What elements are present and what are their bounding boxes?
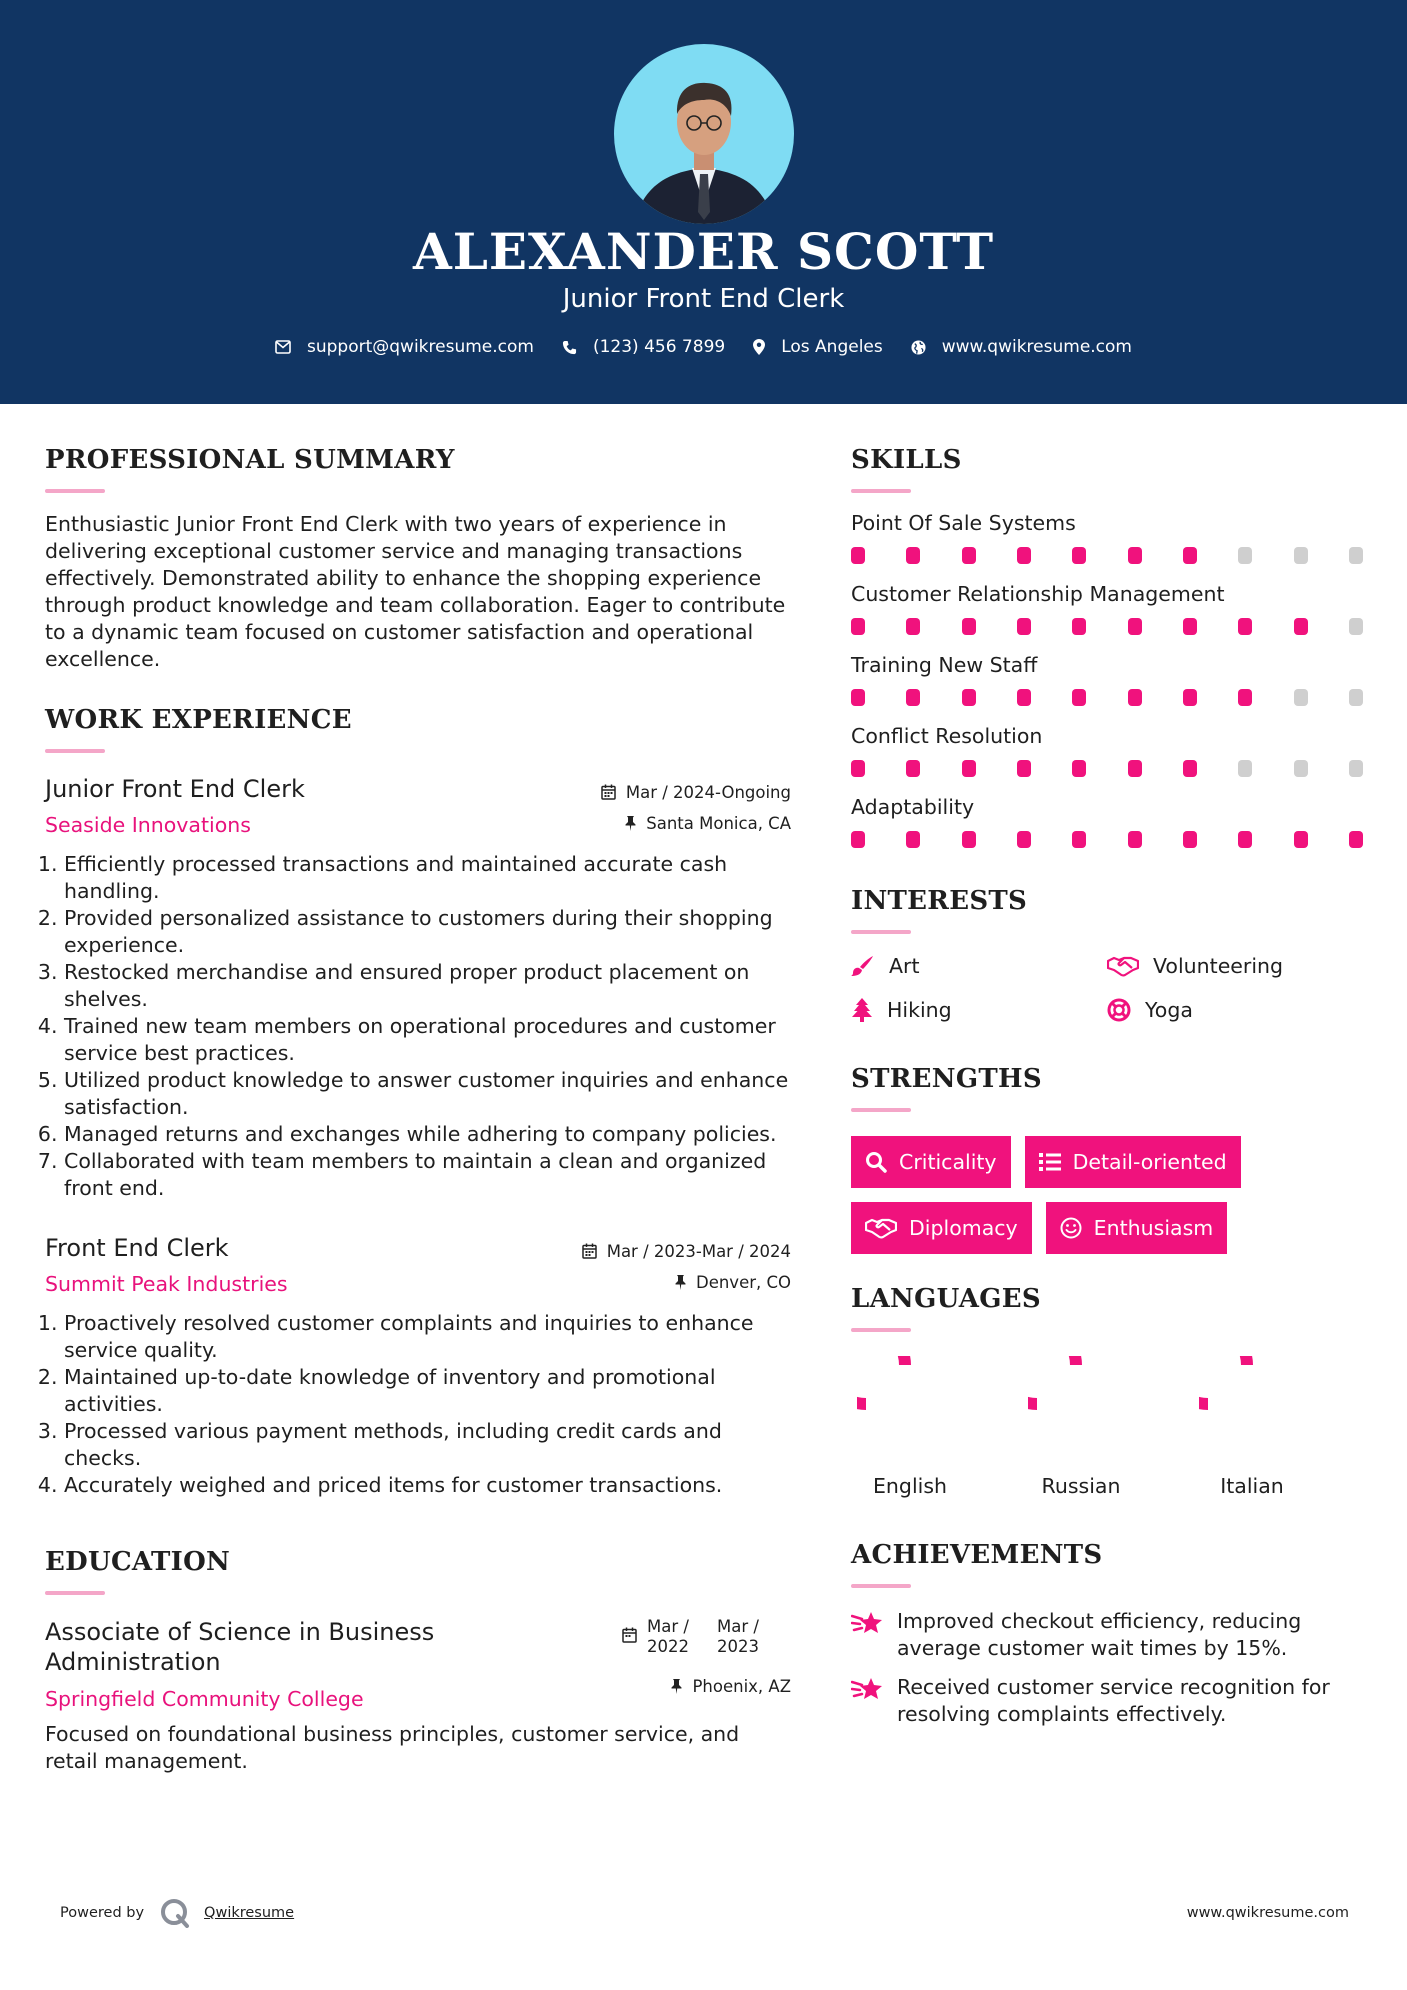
job-entry [45, 1234, 791, 1499]
profile-photo [614, 44, 794, 224]
list-item: 1. Efficiently processed transactions and maintained accurate cash handling. [64, 851, 791, 905]
rating-dot-filled [1128, 831, 1142, 848]
interest-label: Hiking [887, 998, 952, 1022]
interest-item [851, 998, 1107, 1022]
person-photo-icon [614, 44, 794, 224]
skills-section [851, 445, 1367, 848]
rating-dot-empty [1238, 547, 1252, 564]
language-gauge [1199, 1356, 1295, 1452]
rating-dot-filled [906, 689, 920, 706]
interest-label: Volunteering [1153, 954, 1284, 978]
language-level-arc [1199, 1356, 1247, 1404]
school-name: Springfield Community College [45, 1687, 364, 1711]
rating-dot-empty [1349, 760, 1363, 777]
education-location-text: Phoenix, AZ [692, 1676, 791, 1696]
job-dates-text: Mar / 2024-Ongoing [625, 782, 791, 802]
calendar-icon [582, 1243, 597, 1259]
skill-rating [851, 760, 1363, 777]
skill-name: Training New Staff [851, 653, 1038, 677]
skill-name: Conflict Resolution [851, 724, 1043, 748]
degree-line-1: Associate of Science in Business [45, 1618, 435, 1646]
list-item: 3. Processed various payment methods, including credit cards and checks. [64, 1418, 791, 1472]
interest-label: Art [889, 954, 920, 978]
interests-list [851, 954, 1367, 1022]
job-location [601, 810, 791, 836]
handshake-icon [1107, 955, 1139, 977]
education-start [647, 1617, 689, 1657]
skill-item [851, 724, 1367, 777]
skills-list [851, 511, 1367, 848]
rating-dot-filled [1017, 760, 1031, 777]
job-location [582, 1269, 791, 1295]
pushpin-icon [625, 816, 636, 831]
language-level-arc [857, 1356, 905, 1404]
strength-label: Enthusiasm [1093, 1216, 1214, 1240]
location-text: Los Angeles [781, 337, 883, 357]
rating-dot-filled [1017, 618, 1031, 635]
job-bullets [45, 1310, 791, 1499]
strength-chip [851, 1202, 1032, 1254]
paintbrush-icon [851, 955, 875, 977]
brand-link[interactable]: Qwikresume [204, 1905, 295, 1921]
map-pin-icon [753, 339, 765, 355]
rating-dot-filled [851, 547, 865, 564]
rating-dot-filled [962, 831, 976, 848]
smile-icon [1060, 1217, 1082, 1239]
strength-label: Criticality [899, 1150, 997, 1174]
rating-dot-filled [1238, 831, 1252, 848]
rating-dot-filled [1128, 618, 1142, 635]
interest-label: Yoga [1145, 998, 1193, 1022]
shooting-star-icon [851, 1610, 883, 1636]
skill-name: Customer Relationship Management [851, 582, 1225, 606]
education-location [622, 1673, 791, 1699]
education-text: Focused on foundational business principles, customer service, and retail management. [45, 1722, 740, 1773]
list-item: 2. Maintained up-to-date knowledge of inventory and promotional activities. [64, 1364, 791, 1418]
rating-dot-empty [1294, 689, 1308, 706]
job-location-text: Santa Monica, CA [646, 813, 791, 833]
job-meta [601, 779, 791, 841]
qwikresume-logo-icon [160, 1898, 190, 1928]
summary-text: Enthusiastic Junior Front End Clerk with two years of experience in delivering exceptional customer service and managing transactions effectively. Demonstrated ability to enhance the shopping experience through product knowledge and team collaboration. Eager to contribute to a dynamic team focused on customer satisfaction and operational excellence. [45, 512, 786, 671]
rating-dot-filled [906, 760, 920, 777]
skill-rating [851, 618, 1363, 635]
rating-dot-filled [962, 618, 976, 635]
skill-rating [851, 547, 1363, 564]
language-item [1022, 1356, 1193, 1498]
strength-chip [1046, 1202, 1228, 1254]
rating-dot-empty [1349, 689, 1363, 706]
rating-dot-filled [1349, 831, 1363, 848]
languages-list [851, 1356, 1367, 1498]
rating-dot-filled [1128, 689, 1142, 706]
job-title: Front End Clerk [45, 1234, 229, 1262]
skill-item [851, 653, 1367, 706]
section-underline [851, 1108, 911, 1112]
list-item: 4. Trained new team members on operational procedures and customer service best practices. [64, 1013, 791, 1067]
rating-dot-filled [1017, 831, 1031, 848]
rating-dot-filled [962, 689, 976, 706]
calendar-icon [622, 1627, 637, 1643]
end-month: Mar / [717, 1617, 759, 1636]
section-underline [45, 1591, 105, 1595]
rating-dot-filled [1128, 760, 1142, 777]
job-company: Seaside Innovations [45, 813, 251, 837]
candidate-name: ALEXANDER SCOTT [412, 222, 995, 281]
calendar-icon [601, 784, 616, 800]
website-text: www.qwikresume.com [941, 337, 1132, 357]
rating-dot-filled [1238, 689, 1252, 706]
footer-branding [60, 1898, 294, 1928]
footer-website[interactable]: www.qwikresume.com [1186, 1905, 1349, 1921]
skill-name: Adaptability [851, 795, 975, 819]
rating-dot-filled [1072, 547, 1086, 564]
list-item: 6. Managed returns and exchanges while adhering to company policies. [64, 1121, 791, 1148]
language-item [1193, 1356, 1364, 1498]
job-entry [45, 775, 791, 1202]
language-gauge [857, 1356, 953, 1452]
shooting-star-icon [851, 1676, 883, 1702]
rating-dot-filled [1183, 831, 1197, 848]
section-underline [45, 749, 105, 753]
education-dates [622, 1617, 791, 1657]
rating-dot-filled [1183, 618, 1197, 635]
rating-dot-filled [1017, 689, 1031, 706]
left-column [45, 445, 791, 1775]
rating-dot-filled [851, 618, 865, 635]
rating-dot-filled [1294, 618, 1308, 635]
strength-label: Detail-oriented [1072, 1150, 1227, 1174]
list-icon [1039, 1153, 1061, 1171]
strengths-section [851, 1064, 1367, 1254]
skill-item [851, 795, 1367, 848]
skill-item [851, 511, 1367, 564]
achievement-text: Received customer service recognition for resolving complaints effectively. [897, 1675, 1330, 1726]
contact-website[interactable] [911, 337, 1132, 357]
section-underline [851, 930, 911, 934]
resume-header [0, 0, 1407, 404]
rating-dot-empty [1294, 760, 1308, 777]
strength-label: Diplomacy [909, 1216, 1018, 1240]
strengths-title: STRENGTHS [851, 1064, 1042, 1094]
language-gauge [1028, 1356, 1124, 1452]
candidate-role: Junior Front End Clerk [562, 284, 845, 314]
achievement-item [851, 1608, 1367, 1662]
strengths-list [851, 1136, 1367, 1254]
section-underline [851, 1328, 911, 1332]
pushpin-icon [671, 1679, 682, 1694]
search-icon [865, 1151, 887, 1173]
job-bullets [45, 851, 791, 1202]
section-underline [851, 1584, 911, 1588]
rating-dot-filled [1183, 760, 1197, 777]
start-year: 2022 [647, 1637, 689, 1656]
section-underline [45, 489, 105, 493]
language-item [851, 1356, 1022, 1498]
rating-dot-filled [1072, 760, 1086, 777]
summary-section [45, 445, 791, 673]
skill-name: Point Of Sale Systems [851, 511, 1076, 535]
interest-item [1107, 954, 1363, 978]
interest-item [851, 954, 1107, 978]
envelope-icon [275, 340, 291, 354]
languages-title: LANGUAGES [851, 1284, 1041, 1314]
lifering-icon [1107, 998, 1131, 1022]
globe-icon [911, 340, 926, 355]
list-item: 2. Provided personalized assistance to customers during their shopping experience. [64, 905, 791, 959]
degree-line-2: Administration [45, 1648, 221, 1676]
strength-chip [1025, 1136, 1241, 1188]
rating-dot-empty [1238, 760, 1252, 777]
achievement-text: Improved checkout efficiency, reducing average customer wait times by 15%. [897, 1609, 1302, 1660]
rating-dot-filled [851, 760, 865, 777]
start-month: Mar / [647, 1617, 689, 1636]
contact-phone[interactable] [562, 337, 725, 357]
interests-title: INTERESTS [851, 886, 1028, 916]
list-item: 1. Proactively resolved customer complaints and inquiries to enhance service quality. [64, 1310, 791, 1364]
job-meta [582, 1238, 791, 1300]
language-level-arc [1028, 1356, 1076, 1404]
job-title: Junior Front End Clerk [45, 775, 305, 803]
list-item: 3. Restocked merchandise and ensured proper product placement on shelves. [64, 959, 791, 1013]
rating-dot-empty [1294, 547, 1308, 564]
rating-dot-filled [1238, 618, 1252, 635]
list-item: 5. Utilized product knowledge to answer customer inquiries and enhance satisfaction. [64, 1067, 791, 1121]
rating-dot-filled [1017, 547, 1031, 564]
contact-email[interactable] [275, 337, 534, 357]
list-item: 7. Collaborated with team members to maintain a clean and organized front end. [64, 1148, 791, 1202]
language-name: English [872, 1474, 948, 1498]
contact-bar [0, 337, 1407, 357]
rating-dot-filled [851, 689, 865, 706]
contact-location [753, 337, 883, 357]
rating-dot-filled [1072, 618, 1086, 635]
pushpin-icon [675, 1275, 686, 1290]
achievements-title: ACHIEVEMENTS [851, 1540, 1103, 1570]
education-entry [45, 1617, 791, 1775]
rating-dot-filled [1072, 689, 1086, 706]
list-item: 4. Accurately weighed and priced items for customer transactions. [64, 1472, 791, 1499]
skill-rating [851, 689, 1363, 706]
rating-dot-empty [1349, 547, 1363, 564]
skill-item [851, 582, 1367, 635]
rating-dot-filled [1128, 547, 1142, 564]
languages-section [851, 1284, 1367, 1498]
rating-dot-filled [906, 618, 920, 635]
job-company: Summit Peak Industries [45, 1272, 288, 1296]
education-end [717, 1617, 759, 1657]
education-section [45, 1547, 791, 1775]
job-dates [582, 1238, 791, 1264]
rating-dot-filled [1183, 689, 1197, 706]
powered-by-text: Powered by [60, 1905, 145, 1921]
phone-icon [562, 340, 577, 355]
work-section [45, 705, 791, 1499]
job-dates [601, 779, 791, 805]
rating-dot-filled [1294, 831, 1308, 848]
work-title: WORK EXPERIENCE [45, 705, 352, 735]
phone-text: (123) 456 7899 [592, 337, 726, 357]
interests-section [851, 886, 1367, 1022]
tree-icon [851, 998, 873, 1022]
rating-dot-filled [851, 831, 865, 848]
rating-dot-filled [1183, 547, 1197, 564]
right-column [851, 445, 1367, 1728]
achievements-section [851, 1540, 1367, 1728]
interest-item [1107, 998, 1363, 1022]
strength-chip [851, 1136, 1011, 1188]
rating-dot-filled [906, 547, 920, 564]
language-name: Italian [1220, 1474, 1284, 1498]
education-meta [622, 1617, 791, 1704]
summary-title: PROFESSIONAL SUMMARY [45, 445, 455, 475]
job-dates-text: Mar / 2023-Mar / 2024 [606, 1241, 791, 1261]
rating-dot-filled [962, 760, 976, 777]
achievement-item [851, 1674, 1367, 1728]
end-year: 2023 [717, 1637, 759, 1656]
rating-dot-filled [1072, 831, 1086, 848]
rating-dot-filled [906, 831, 920, 848]
skills-title: SKILLS [851, 445, 962, 475]
rating-dot-filled [962, 547, 976, 564]
section-underline [851, 489, 911, 493]
rating-dot-empty [1349, 618, 1363, 635]
education-title: EDUCATION [45, 1547, 231, 1577]
handshake-icon [865, 1217, 897, 1239]
email-text: support@qwikresume.com [307, 337, 534, 357]
job-location-text: Denver, CO [695, 1272, 791, 1292]
skill-rating [851, 831, 1363, 848]
language-name: Russian [1041, 1474, 1121, 1498]
